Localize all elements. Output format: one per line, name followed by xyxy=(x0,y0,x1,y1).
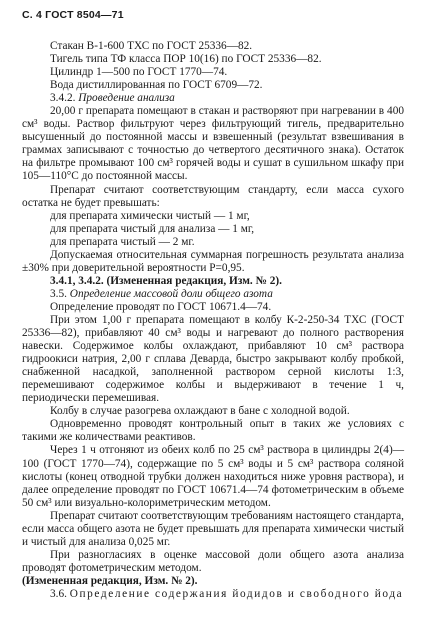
equipment-crucible: Тигель типа ТФ класса ПОР 10(16) по ГОСТ 25336—82. xyxy=(50,53,322,66)
document-body xyxy=(22,40,404,601)
distillation-paragraph: Через 1 ч отгоняют из обеих колб по 25 см³ раствора в цилиндры 2(4)—100 (ГОСТ 1770—74), содержащие по 5 см³ воды и 5 см³ раствора соляной кислоты (конец отводной трубки должен находиться ниже уровня раствора), и далее определение проводят по ГОСТ 10671.4—74 фотометрическим в объеме 50 см³ или визуально-колориметрическим методом. xyxy=(22,444,404,509)
equipment-water: Вода дистиллированная по ГОСТ 6709—72. xyxy=(50,79,263,92)
section-3-6-heading xyxy=(22,588,404,601)
limit-pure: для препарата чистый — 2 мг. xyxy=(50,235,195,248)
control-test-paragraph: Одновременно проводят контрольный опыт в таких же условиях с такими же количествами реактивов. xyxy=(22,418,404,444)
section-title: Определение содержания йодидов и свободного йода xyxy=(69,587,404,600)
acceptance-paragraph: Препарат считают соответствующим стандарту, если масса сухого остатка не будет превышать: xyxy=(22,183,404,209)
amendment-note-1: 3.4.1, 3.4.2. (Измененная редакция, Изм. № 2). xyxy=(50,274,282,287)
amendment-note-2: (Измененная редакция, Изм. № 2). xyxy=(22,574,198,587)
cooling-note: Колбу в случае разогрева охлаждают в бане с холодной водой. xyxy=(50,405,350,418)
section-3-5-heading xyxy=(22,288,404,301)
section-title: Определение массовой доли общего азота xyxy=(69,287,273,300)
limit-analytical-grade: для препарата чистый для анализа — 1 мг, xyxy=(50,222,255,235)
analysis-procedure-paragraph: 20,00 г препарата помещают в стакан и растворяют при нагревании в 400 см³ воды. Раствор фильтруют через фильтрующий тигель, предварительно высушенный до постоянной массы и взвешенный (результат взвешивания в граммах записывают с точностью до четвертого десятичного знака). Остаток на фильтре промывают 100 см³ горячей воды и сушат в сушильном шкафу при 105—110°С до постоянной массы. xyxy=(22,105,404,183)
section-number: 3.5. xyxy=(50,287,70,300)
error-paragraph: Допускаемая относительная суммарная погрешность результата анализа ±30% при доверительной вероятности P=0,95. xyxy=(22,248,404,274)
nitrogen-acceptance-paragraph: Препарат считают соответствующим требованиям настоящего стандарта, если масса общего азота не будет превышать для препарата химически чистый и чистый для анализа 0,025 мг. xyxy=(22,509,404,548)
section-3-4-2-heading xyxy=(22,92,404,105)
section-title: Проведение анализа xyxy=(78,92,175,105)
equipment-beaker: Стакан В-1-600 ТХС по ГОСТ 25336—82. xyxy=(50,40,253,52)
equipment-cylinder: Цилиндр 1—500 по ГОСТ 1770—74. xyxy=(50,66,228,79)
limit-chemically-pure: для препарата химически чистый — 1 мг, xyxy=(50,209,250,222)
section-number: 3.4.2. xyxy=(50,92,79,105)
dispute-paragraph: При разногласиях в оценке массовой доли общего азота анализа проводят фотометрическим методом. xyxy=(22,548,404,574)
page-header: С. 4 ГОСТ 8504—71 xyxy=(22,9,124,21)
section-number: 3.6. xyxy=(50,587,70,600)
method-reference: Определение проводят по ГОСТ 10671.4—74. xyxy=(50,300,272,313)
nitrogen-procedure-paragraph: При этом 1,00 г препарата помещают в колбу К-2-250-34 ТХС (ГОСТ 25336—82), прибавляют 40 см³ воды и нагревают до полного растворения навески. Содержимое колбы охлаждают, прибавляют 10 см³ раствора гидроокиси натрия, 2,00 г сплава Деварда, быстро закрывают колбу пробкой, снабженной насадкой, заполненной раствором серной кислоты 1:3, перемешивают содержимое колбы и выдерживают в течение 1 ч, периодически перемешивая. xyxy=(22,313,404,405)
